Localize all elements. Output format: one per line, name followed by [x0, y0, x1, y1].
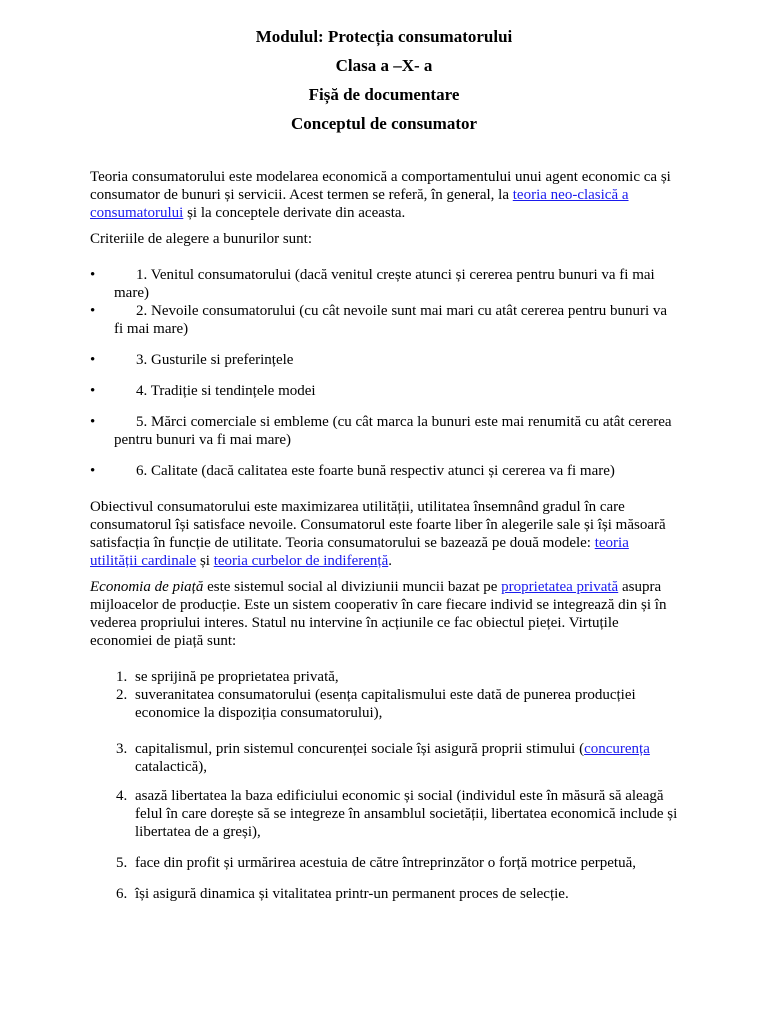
economy-text: este sistemul social al diviziunii muncii bazat pe: [203, 579, 502, 595]
criteria-text: 5. Mărci comerciale si embleme (cu cât marca la bunuri este mai renumită cu atât cererea pentru bunuri va fi mai mare): [114, 414, 672, 448]
economy-text-end: asupra mijloacelor de producție. Este un sistem cooperativ în care fiecare individ se integrează din și în vederea propriului interes. Statul nu intervine în acțiunile ce fac obiectul pieței. Virtuțile economiei de piață sunt:: [90, 579, 667, 649]
list-item: [90, 302, 678, 338]
objective-paragraph: [90, 498, 678, 570]
list-item: [90, 266, 678, 302]
list-item: [90, 382, 678, 400]
bullet-icon: •: [90, 414, 96, 430]
objective-connector: și: [196, 553, 214, 569]
market-economy-paragraph: [90, 578, 678, 650]
list-item: [90, 413, 678, 449]
document-body: [90, 168, 678, 903]
intro-text-end: și la conceptele derivate din aceasta.: [183, 205, 406, 221]
list-item: [90, 351, 678, 369]
bullet-icon: •: [90, 267, 96, 283]
list-item: [90, 885, 678, 903]
list-item: [90, 462, 678, 480]
criteria-text: 6. Calitate (dacă calitatea este foarte bună respectiv atunci și cererea va fi mare): [136, 463, 615, 479]
virtue-text: asază libertatea la baza edificiului economic și social (individul este în măsură să aleagă felul în care dorește să se integreze în ansamblul societății, libertatea economică include și libertatea de a greși),: [135, 788, 678, 840]
bullet-icon: •: [90, 352, 96, 368]
item-number: 2.: [116, 687, 128, 703]
objective-text: Obiectivul consumatorului este maximizarea utilității, utilitatea însemnând gradul în care consumatorul își satisface nevoile. Consumatorul este foarte liber în alegerile sale și își măsoară satisfacția în funcție de utilitate. Teoria consumatorului se bazează pe două modele:: [90, 499, 666, 551]
list-item: [90, 787, 678, 841]
sheet-title: Fișă de documentare: [308, 85, 460, 104]
list-item: [90, 854, 678, 872]
item-number: 4.: [116, 788, 128, 804]
virtue-text-end: catalactică),: [135, 759, 208, 775]
title-block: [0, 27, 768, 143]
objective-period: .: [388, 553, 392, 569]
item-number: 6.: [116, 886, 128, 902]
virtue-text: se sprijină pe proprietatea privată,: [135, 669, 339, 685]
list-item: [90, 668, 678, 686]
market-economy-term: Economia de piață: [90, 579, 204, 595]
intro-paragraph: [90, 168, 678, 222]
neoclassical-theory-link[interactable]: teoria neo-clasică a consumatorului: [90, 187, 629, 221]
criteria-text: 1. Venitul consumatorului (dacă venitul crește atunci și cererea pentru bunuri va fi mai mare): [114, 267, 655, 301]
virtue-text: face din profit și urmărirea acestuia de către întreprinzător o forță motrice perpetuă,: [135, 855, 636, 871]
class-title: Clasa a –X- a: [335, 56, 433, 75]
list-item: [90, 686, 678, 722]
indifference-curves-link[interactable]: teoria curbelor de indiferență: [213, 553, 389, 569]
bullet-icon: •: [90, 383, 96, 399]
module-title: Modulul: Protecția consumatorului: [255, 27, 513, 46]
criteria-list: [90, 266, 678, 480]
virtue-text: suveranitatea consumatorului (esența capitalismului este dată de punerea producției economice la dispoziția consumatorului),: [135, 687, 636, 721]
concept-title: Conceptul de consumator: [290, 114, 478, 133]
list-item: [90, 740, 678, 776]
criteria-label: Criteriile de alegere a bunurilor sunt:: [90, 231, 313, 247]
item-number: 5.: [116, 855, 128, 871]
private-property-link[interactable]: proprietatea privată: [501, 579, 619, 595]
bullet-icon: •: [90, 463, 96, 479]
virtue-text: își asigură dinamica și vitalitatea printr-un permanent proces de selecție.: [135, 886, 569, 902]
bullet-icon: •: [90, 303, 96, 319]
virtue-text: capitalismul, prin sistemul concurenței sociale își asigură proprii stimului (: [135, 741, 585, 757]
criteria-text: 3. Gusturile si preferințele: [136, 352, 294, 368]
criteria-text: 4. Tradiție si tendințele modei: [136, 383, 316, 399]
intro-text: Teoria consumatorului este modelarea economică a comportamentului unui agent economic ca și consumator de bunuri și servicii. Acest termen se referă, în general, la: [90, 169, 671, 203]
item-number: 1.: [116, 669, 128, 685]
item-number: 3.: [116, 741, 128, 757]
competition-link[interactable]: concurența: [584, 741, 650, 757]
criteria-text: 2. Nevoile consumatorului (cu cât nevoile sunt mai mari cu atât cererea pentru bunuri va fi mai mare): [114, 303, 668, 337]
cardinal-utility-link[interactable]: teoria utilității cardinale: [90, 535, 629, 569]
virtues-list: [90, 668, 678, 903]
